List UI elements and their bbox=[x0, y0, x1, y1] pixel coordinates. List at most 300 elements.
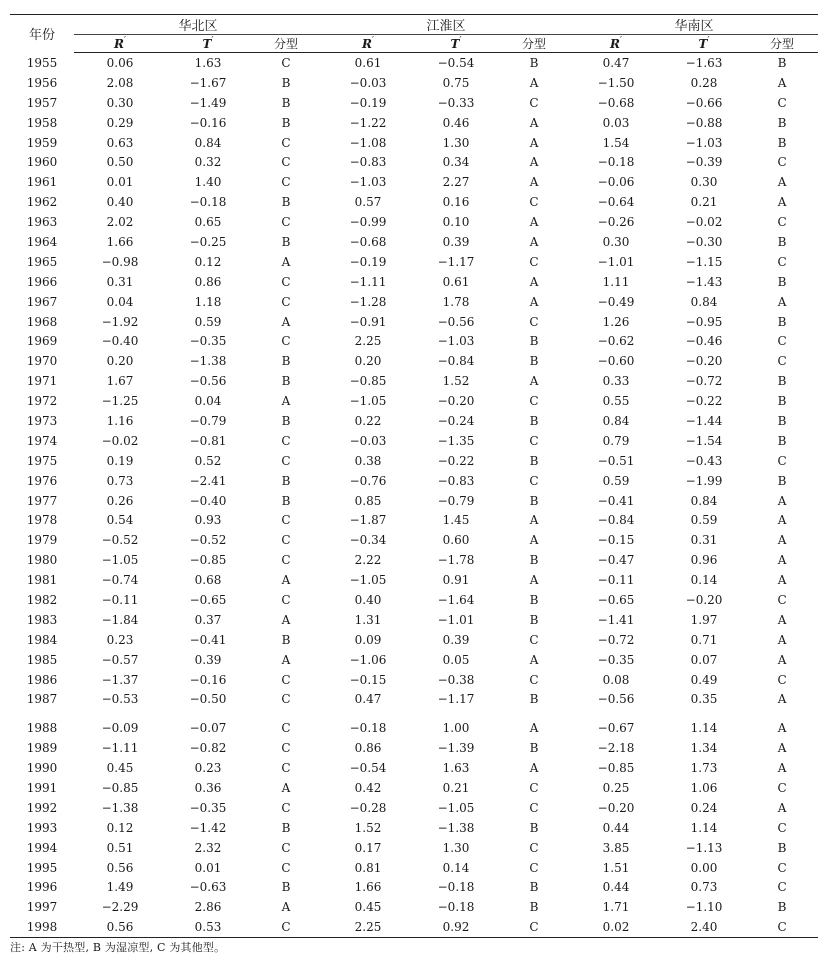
jianghuai-type-cell: B bbox=[529, 692, 539, 707]
subheader-r: R′ bbox=[570, 35, 662, 53]
south-r-cell: −0.60 bbox=[597, 354, 635, 369]
jianghuai-type-cell: C bbox=[529, 840, 539, 855]
south-r-cell: −2.18 bbox=[597, 741, 635, 756]
year-cell: 1983 bbox=[26, 612, 58, 627]
table-row bbox=[10, 738, 818, 758]
south-type-cell: C bbox=[777, 354, 787, 369]
north-r-cell: −1.05 bbox=[101, 553, 139, 568]
south-r-cell: 0.44 bbox=[602, 880, 630, 895]
jianghuai-type-cell: B bbox=[529, 612, 539, 627]
jianghuai-r-cell: −0.91 bbox=[349, 314, 387, 329]
south-r-cell: −1.41 bbox=[597, 612, 635, 627]
north-type-cell: A bbox=[281, 314, 291, 329]
north-t-cell: −1.42 bbox=[189, 820, 227, 835]
table-row bbox=[10, 53, 818, 73]
jianghuai-t-cell: 0.05 bbox=[442, 652, 470, 667]
jianghuai-t-cell: 1.00 bbox=[442, 721, 470, 736]
south-t-cell: −0.22 bbox=[685, 394, 723, 409]
jianghuai-r-cell: −0.28 bbox=[349, 800, 387, 815]
south-r-cell: 0.03 bbox=[602, 115, 630, 130]
south-type-cell: C bbox=[777, 95, 787, 110]
jianghuai-type-cell: B bbox=[529, 354, 539, 369]
south-r-cell: −0.62 bbox=[597, 334, 635, 349]
north-t-cell: −1.67 bbox=[189, 75, 227, 90]
jianghuai-t-cell: 0.75 bbox=[442, 75, 470, 90]
jianghuai-type-cell: C bbox=[529, 433, 539, 448]
year-cell: 1959 bbox=[26, 135, 58, 150]
jianghuai-t-cell: −0.33 bbox=[437, 95, 475, 110]
south-type-cell: C bbox=[777, 860, 787, 875]
year-cell: 1993 bbox=[26, 820, 58, 835]
north-t-cell: −0.79 bbox=[189, 413, 227, 428]
south-r-cell: −0.47 bbox=[597, 553, 635, 568]
table-row bbox=[10, 351, 818, 371]
jianghuai-type-cell: A bbox=[529, 234, 539, 249]
north-t-cell: 0.12 bbox=[194, 254, 222, 269]
south-t-cell: 0.07 bbox=[690, 652, 718, 667]
table-row bbox=[10, 818, 818, 838]
table-row bbox=[10, 590, 818, 610]
year-cell: 1971 bbox=[26, 374, 58, 389]
jianghuai-r-cell: −0.19 bbox=[349, 95, 387, 110]
north-r-cell: 1.66 bbox=[106, 234, 134, 249]
north-type-cell: C bbox=[281, 840, 291, 855]
north-type-cell: C bbox=[281, 294, 291, 309]
jianghuai-t-cell: −1.17 bbox=[437, 254, 475, 269]
south-t-cell: 0.31 bbox=[690, 533, 718, 548]
table-row bbox=[10, 232, 818, 252]
north-r-cell: 0.56 bbox=[74, 917, 166, 938]
south-r-cell: −0.64 bbox=[597, 195, 635, 210]
south-t-cell: −0.46 bbox=[685, 334, 723, 349]
jianghuai-type-cell: C bbox=[529, 473, 539, 488]
jianghuai-type-cell: B bbox=[529, 334, 539, 349]
jianghuai-t-cell: 1.45 bbox=[442, 513, 470, 528]
table-row bbox=[10, 371, 818, 391]
table-row bbox=[10, 530, 818, 550]
north-r-cell: 0.73 bbox=[106, 473, 134, 488]
jianghuai-type-cell: A bbox=[529, 115, 539, 130]
jianghuai-r-cell: −0.83 bbox=[349, 155, 387, 170]
north-r-cell: −0.40 bbox=[101, 334, 139, 349]
south-type-cell: A bbox=[777, 741, 787, 756]
north-t-cell: −0.63 bbox=[189, 880, 227, 895]
south-r-cell: 0.44 bbox=[602, 820, 630, 835]
jianghuai-type-cell: A bbox=[529, 274, 539, 289]
jianghuai-t-cell: 0.39 bbox=[442, 632, 470, 647]
north-type-cell: B bbox=[281, 493, 291, 508]
south-t-cell: 0.24 bbox=[690, 800, 718, 815]
south-r-cell: −0.26 bbox=[597, 215, 635, 230]
south-t-cell: 1.06 bbox=[690, 781, 718, 795]
south-type-cell: C bbox=[777, 215, 787, 230]
south-t-cell: 0.14 bbox=[690, 573, 718, 588]
south-type-cell: B bbox=[777, 433, 787, 448]
south-t-cell: −0.88 bbox=[685, 115, 723, 130]
year-cell: 1960 bbox=[26, 155, 58, 170]
north-r-cell: −0.53 bbox=[101, 692, 139, 707]
jianghuai-r-cell: 0.42 bbox=[354, 781, 382, 795]
north-t-cell: 1.63 bbox=[194, 55, 222, 70]
jianghuai-t-cell: 0.16 bbox=[442, 195, 470, 210]
south-r-cell: 0.47 bbox=[602, 55, 630, 70]
jianghuai-t-cell: 1.30 bbox=[442, 135, 470, 150]
north-r-cell: −1.84 bbox=[101, 612, 139, 627]
table-row bbox=[10, 93, 818, 113]
north-r-cell: −0.74 bbox=[101, 573, 139, 588]
jianghuai-type-cell: C bbox=[529, 860, 539, 875]
south-r-cell: −1.01 bbox=[597, 254, 635, 269]
table-row bbox=[10, 878, 818, 898]
north-type-cell: B bbox=[281, 880, 291, 895]
north-r-cell: 0.29 bbox=[106, 115, 134, 130]
north-r-cell: 0.51 bbox=[106, 840, 134, 855]
north-r-cell: 2.02 bbox=[106, 215, 134, 230]
year-cell: 1988 bbox=[26, 721, 58, 736]
jianghuai-t-cell: −1.17 bbox=[437, 692, 475, 707]
north-type-cell: A bbox=[281, 900, 291, 915]
year-cell: 1974 bbox=[26, 433, 58, 448]
north-type-cell: C bbox=[281, 334, 291, 349]
south-t-cell: 0.73 bbox=[690, 880, 718, 895]
south-r-cell: 0.79 bbox=[602, 433, 630, 448]
south-type-cell: A bbox=[777, 632, 787, 647]
north-type-cell: C bbox=[281, 175, 291, 190]
north-t-cell: −1.38 bbox=[189, 354, 227, 369]
year-cell: 1992 bbox=[26, 800, 58, 815]
north-type-cell: B bbox=[281, 95, 291, 110]
north-r-cell: 0.06 bbox=[106, 55, 134, 70]
subheader-t: T′ bbox=[166, 35, 250, 53]
south-type-cell: B bbox=[777, 840, 787, 855]
north-type-cell: C bbox=[281, 672, 291, 687]
table-footnote: 注: A 为干热型, B 为湿凉型, C 为其他型。 bbox=[10, 941, 226, 954]
south-r-cell: 1.26 bbox=[602, 314, 630, 329]
north-r-cell: 0.12 bbox=[106, 820, 134, 835]
jianghuai-t-cell: 0.91 bbox=[442, 573, 470, 588]
region-header-south: 华南区 bbox=[570, 15, 818, 35]
table-row bbox=[10, 491, 818, 511]
table-row bbox=[10, 391, 818, 411]
north-r-cell: 0.30 bbox=[106, 95, 134, 110]
north-t-cell: 0.68 bbox=[194, 573, 222, 588]
jianghuai-r-cell: −1.28 bbox=[349, 294, 387, 309]
north-type-cell: C bbox=[281, 860, 291, 875]
subheader-t: T′ bbox=[414, 35, 498, 53]
south-t-cell: 1.14 bbox=[690, 721, 718, 736]
table-row bbox=[10, 451, 818, 471]
jianghuai-t-cell: −1.03 bbox=[437, 334, 475, 349]
north-type-cell: C bbox=[281, 721, 291, 736]
south-r-cell: 1.54 bbox=[602, 135, 630, 150]
south-t-cell: −1.54 bbox=[685, 433, 723, 448]
south-r-cell: −0.51 bbox=[597, 453, 635, 468]
jianghuai-t-cell: −1.01 bbox=[437, 612, 475, 627]
south-t-cell: −0.20 bbox=[685, 354, 723, 369]
jianghuai-t-cell: 1.30 bbox=[442, 840, 470, 855]
south-type-cell: A bbox=[777, 721, 787, 736]
south-r-cell: 0.55 bbox=[602, 394, 630, 409]
north-r-cell: −0.11 bbox=[101, 592, 139, 607]
north-r-cell: 0.54 bbox=[106, 513, 134, 528]
year-cell: 1985 bbox=[26, 652, 58, 667]
north-r-cell: 0.56 bbox=[106, 860, 134, 875]
north-type-cell: A bbox=[281, 254, 291, 269]
south-type-cell: B bbox=[777, 234, 787, 249]
jianghuai-t-cell: −0.79 bbox=[437, 493, 475, 508]
north-t-cell: 0.65 bbox=[194, 215, 222, 230]
jianghuai-t-cell: −0.20 bbox=[437, 394, 475, 409]
north-type-cell: A bbox=[281, 394, 291, 409]
north-t-cell: 0.01 bbox=[194, 860, 222, 875]
table-row bbox=[10, 272, 818, 292]
jianghuai-t-cell: −0.54 bbox=[437, 55, 475, 70]
jianghuai-t-cell: 1.78 bbox=[442, 294, 470, 309]
south-type-cell: C bbox=[777, 592, 787, 607]
south-t-cell: −1.13 bbox=[685, 840, 723, 855]
south-t-cell: −0.30 bbox=[685, 234, 723, 249]
jianghuai-r-cell: −1.08 bbox=[349, 135, 387, 150]
south-t-cell: 0.59 bbox=[690, 513, 718, 528]
north-r-cell: 0.63 bbox=[106, 135, 134, 150]
north-r-cell: 0.20 bbox=[106, 354, 134, 369]
subheader-r: R′ bbox=[322, 35, 414, 53]
north-r-cell: −1.38 bbox=[101, 800, 139, 815]
north-t-cell: −1.49 bbox=[189, 95, 227, 110]
north-t-cell: 2.86 bbox=[194, 900, 222, 915]
jianghuai-t-cell: −0.83 bbox=[437, 473, 475, 488]
south-t-cell: 1.97 bbox=[690, 612, 718, 627]
jianghuai-type-cell: B bbox=[529, 453, 539, 468]
jianghuai-r-cell: 0.85 bbox=[354, 493, 382, 508]
south-type-cell: A bbox=[777, 573, 787, 588]
jianghuai-r-cell: 2.22 bbox=[354, 553, 382, 568]
north-r-cell: 0.01 bbox=[106, 175, 134, 190]
north-type-cell: C bbox=[281, 741, 291, 756]
jianghuai-type-cell: B bbox=[529, 741, 539, 756]
north-r-cell: −0.09 bbox=[101, 721, 139, 736]
jianghuai-r-cell: −1.87 bbox=[349, 513, 387, 528]
jianghuai-r-cell: 2.25 bbox=[354, 334, 382, 349]
jianghuai-t-cell: −0.38 bbox=[437, 672, 475, 687]
jianghuai-r-cell: 1.66 bbox=[354, 880, 382, 895]
table-row bbox=[10, 690, 818, 710]
north-t-cell: 0.53 bbox=[166, 917, 250, 938]
north-t-cell: 0.36 bbox=[194, 781, 222, 795]
south-type-cell: C bbox=[777, 254, 787, 269]
north-type-cell: B bbox=[281, 195, 291, 210]
jianghuai-r-cell: 2.25 bbox=[322, 917, 414, 938]
south-type-cell: B bbox=[777, 55, 787, 70]
subheader-t: T′ bbox=[662, 35, 746, 53]
north-t-cell: 0.32 bbox=[194, 155, 222, 170]
table-row bbox=[10, 778, 818, 798]
south-r-cell: −0.35 bbox=[597, 652, 635, 667]
south-type-cell: A bbox=[777, 533, 787, 548]
year-cell: 1958 bbox=[26, 115, 58, 130]
jianghuai-type-cell: A bbox=[529, 573, 539, 588]
jianghuai-type-cell: A bbox=[529, 175, 539, 190]
jianghuai-t-cell: 0.39 bbox=[442, 234, 470, 249]
jianghuai-t-cell: −1.78 bbox=[437, 553, 475, 568]
jianghuai-r-cell: 1.52 bbox=[354, 820, 382, 835]
south-r-cell: −0.72 bbox=[597, 632, 635, 647]
south-t-cell: 0.21 bbox=[690, 195, 718, 210]
north-r-cell: 0.04 bbox=[106, 294, 134, 309]
north-r-cell: 0.40 bbox=[106, 195, 134, 210]
north-r-cell: 1.49 bbox=[106, 880, 134, 895]
jianghuai-type-cell: C bbox=[529, 781, 539, 795]
jianghuai-t-cell: −0.56 bbox=[437, 314, 475, 329]
table-row bbox=[10, 152, 818, 172]
north-t-cell: 0.04 bbox=[194, 394, 222, 409]
jianghuai-type-cell: C bbox=[529, 672, 539, 687]
year-cell: 1998 bbox=[10, 917, 74, 938]
north-t-cell: 0.93 bbox=[194, 513, 222, 528]
north-t-cell: 2.32 bbox=[194, 840, 222, 855]
year-cell: 1969 bbox=[26, 334, 58, 349]
table-row bbox=[10, 192, 818, 212]
north-type-cell: C bbox=[281, 433, 291, 448]
north-type-cell: C bbox=[281, 761, 291, 776]
jianghuai-r-cell: −0.54 bbox=[349, 761, 387, 776]
jianghuai-r-cell: −1.11 bbox=[349, 274, 387, 289]
south-t-cell: 1.34 bbox=[690, 741, 718, 756]
table-row bbox=[10, 897, 818, 917]
south-type-cell: C bbox=[777, 334, 787, 349]
south-t-cell: 0.30 bbox=[690, 175, 718, 190]
north-t-cell: −0.85 bbox=[189, 553, 227, 568]
jianghuai-type-cell: A bbox=[529, 761, 539, 776]
south-r-cell: 1.51 bbox=[602, 860, 630, 875]
jianghuai-t-cell: 0.92 bbox=[414, 917, 498, 938]
north-t-cell: −0.16 bbox=[189, 672, 227, 687]
jianghuai-t-cell: −0.18 bbox=[437, 900, 475, 915]
south-type-cell: C bbox=[746, 917, 818, 938]
north-r-cell: −1.92 bbox=[101, 314, 139, 329]
north-r-cell: −0.02 bbox=[101, 433, 139, 448]
table-row bbox=[10, 670, 818, 690]
south-t-cell: −0.20 bbox=[685, 592, 723, 607]
year-cell: 1984 bbox=[26, 632, 58, 647]
south-r-cell: 0.25 bbox=[602, 781, 630, 795]
jianghuai-type-cell: C bbox=[529, 254, 539, 269]
jianghuai-r-cell: 0.17 bbox=[354, 840, 382, 855]
table-row bbox=[10, 798, 818, 818]
jianghuai-t-cell: −1.39 bbox=[437, 741, 475, 756]
table-row bbox=[10, 858, 818, 878]
jianghuai-type-cell: B bbox=[529, 55, 539, 70]
south-type-cell: A bbox=[777, 513, 787, 528]
south-type-cell: A bbox=[777, 75, 787, 90]
north-t-cell: 0.59 bbox=[194, 314, 222, 329]
south-r-cell: 0.08 bbox=[602, 672, 630, 687]
south-type-cell: A bbox=[777, 294, 787, 309]
jianghuai-type-cell: A bbox=[529, 155, 539, 170]
south-type-cell: C bbox=[777, 155, 787, 170]
table-row bbox=[10, 252, 818, 272]
jianghuai-type-cell: C bbox=[529, 800, 539, 815]
north-type-cell: C bbox=[281, 55, 291, 70]
south-r-cell: −0.15 bbox=[597, 533, 635, 548]
south-type-cell: A bbox=[777, 175, 787, 190]
subheader-type: 分型 bbox=[746, 35, 818, 53]
jianghuai-r-cell: 0.09 bbox=[354, 632, 382, 647]
jianghuai-t-cell: 0.60 bbox=[442, 533, 470, 548]
south-type-cell: A bbox=[777, 800, 787, 815]
north-type-cell: B bbox=[281, 820, 291, 835]
jianghuai-r-cell: 0.38 bbox=[354, 453, 382, 468]
year-cell: 1965 bbox=[26, 254, 58, 269]
jianghuai-type-cell: A bbox=[529, 294, 539, 309]
north-t-cell: 0.37 bbox=[194, 612, 222, 627]
jianghuai-t-cell: 0.34 bbox=[442, 155, 470, 170]
south-r-cell: −0.06 bbox=[597, 175, 635, 190]
jianghuai-t-cell: −1.38 bbox=[437, 820, 475, 835]
north-type-cell: A bbox=[281, 781, 291, 795]
south-t-cell: −1.43 bbox=[685, 274, 723, 289]
north-r-cell: −1.11 bbox=[101, 741, 139, 756]
south-type-cell: C bbox=[777, 880, 787, 895]
jianghuai-type-cell: C bbox=[529, 314, 539, 329]
jianghuai-t-cell: 0.10 bbox=[442, 215, 470, 230]
jianghuai-r-cell: −1.22 bbox=[349, 115, 387, 130]
south-r-cell: −0.11 bbox=[597, 573, 635, 588]
south-r-cell: −0.85 bbox=[597, 761, 635, 776]
north-r-cell: 2.08 bbox=[106, 75, 134, 90]
year-cell: 1996 bbox=[26, 880, 58, 895]
north-r-cell: −1.37 bbox=[101, 672, 139, 687]
north-t-cell: −0.82 bbox=[189, 741, 227, 756]
year-cell: 1962 bbox=[26, 195, 58, 210]
jianghuai-type-cell: B bbox=[529, 880, 539, 895]
jianghuai-t-cell: 0.21 bbox=[442, 781, 470, 795]
year-cell: 1994 bbox=[26, 840, 58, 855]
south-t-cell: −1.03 bbox=[685, 135, 723, 150]
table-row bbox=[10, 411, 818, 431]
year-cell: 1955 bbox=[26, 55, 58, 70]
jianghuai-t-cell: −0.24 bbox=[437, 413, 475, 428]
south-r-cell: 3.85 bbox=[602, 840, 630, 855]
south-r-cell: −0.56 bbox=[597, 692, 635, 707]
north-t-cell: −0.40 bbox=[189, 493, 227, 508]
year-cell: 1975 bbox=[26, 453, 58, 468]
jianghuai-r-cell: −1.05 bbox=[349, 573, 387, 588]
south-t-cell: 0.84 bbox=[690, 493, 718, 508]
jianghuai-r-cell: 0.81 bbox=[354, 860, 382, 875]
south-r-cell: 0.59 bbox=[602, 473, 630, 488]
jianghuai-t-cell: −0.18 bbox=[437, 880, 475, 895]
year-cell: 1990 bbox=[26, 761, 58, 776]
south-t-cell: −0.02 bbox=[685, 215, 723, 230]
table-row bbox=[10, 570, 818, 590]
jianghuai-type-cell: A bbox=[529, 215, 539, 230]
jianghuai-r-cell: −1.06 bbox=[349, 652, 387, 667]
south-r-cell: −1.50 bbox=[597, 75, 635, 90]
table-row bbox=[10, 610, 818, 630]
north-type-cell: C bbox=[281, 592, 291, 607]
jianghuai-r-cell: −0.85 bbox=[349, 374, 387, 389]
north-type-cell: C bbox=[281, 692, 291, 707]
north-r-cell: −0.98 bbox=[101, 254, 139, 269]
south-r-cell: −0.49 bbox=[597, 294, 635, 309]
south-t-cell: −1.44 bbox=[685, 413, 723, 428]
year-cell: 1977 bbox=[26, 493, 58, 508]
jianghuai-type-cell: A bbox=[529, 374, 539, 389]
jianghuai-type-cell: A bbox=[529, 513, 539, 528]
north-type-cell: A bbox=[281, 652, 291, 667]
south-t-cell: 0.96 bbox=[690, 553, 718, 568]
